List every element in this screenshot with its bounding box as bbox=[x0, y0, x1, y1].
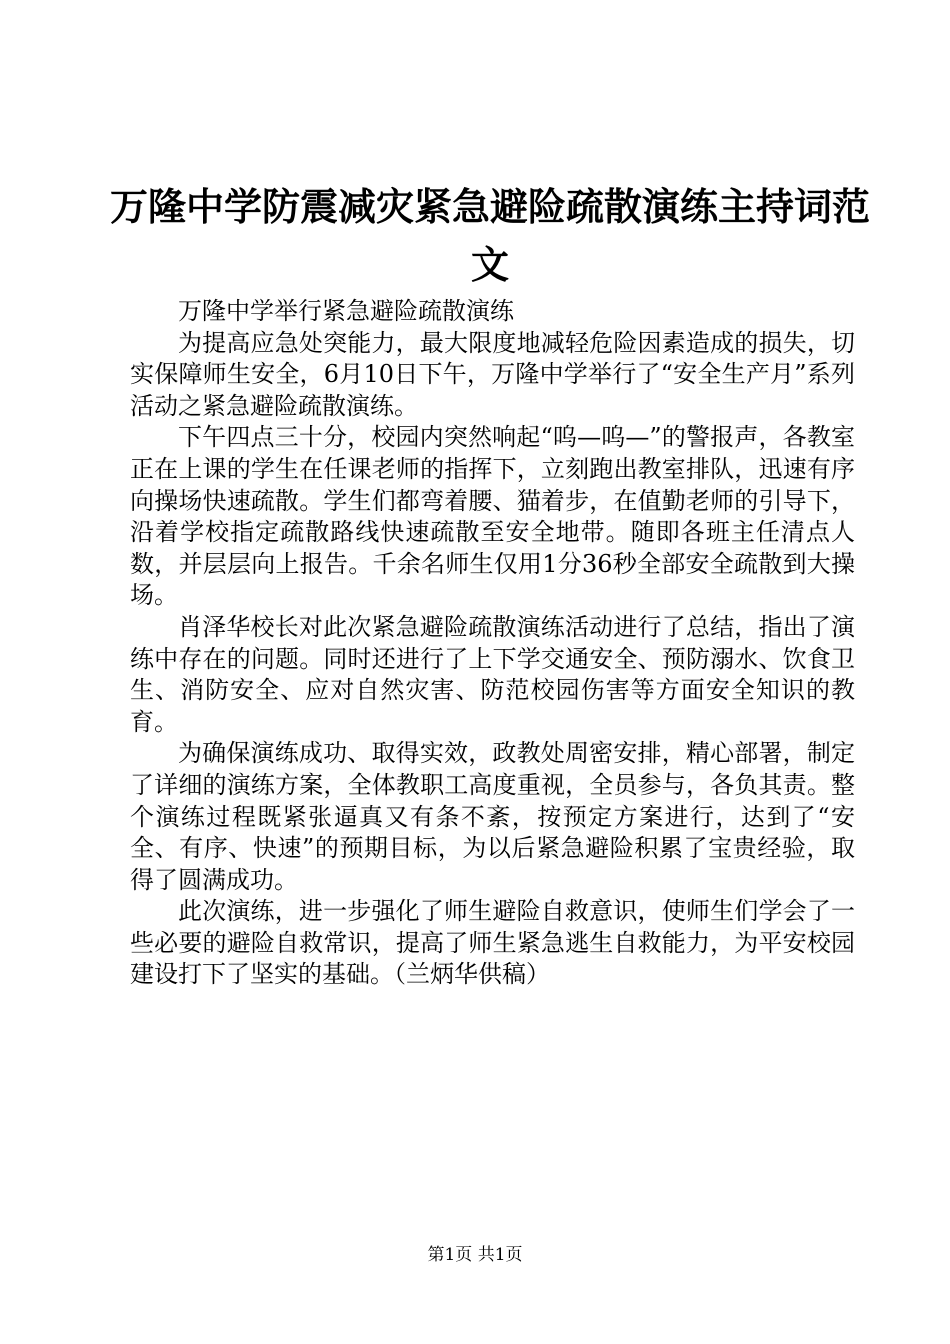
document-title: 万隆中学防震减灾紧急避险疏散演练主持词范文 bbox=[110, 184, 871, 287]
body-paragraph: 为确保演练成功、取得实效，政教处周密安排，精心部署，制定了详细的演练方案，全体教职工高度重视，全员参与，各负其责。整个演练过程既紧张逼真又有条不紊，按预定方案进行，达到了“安全、有序、快速”的预期目标，为以后紧急避险积累了宝贵经验，取得了圆满成功。 bbox=[130, 739, 855, 894]
page-footer: 第1页 共1页 bbox=[427, 1245, 523, 1265]
body-paragraph: 为提高应急处突能力，最大限度地减轻危险因素造成的损失，切实保障师生安全，6月10日下午，万隆中学举行了“安全生产月”系列活动之紧急避险疏散演练。 bbox=[130, 328, 855, 420]
body-paragraph: 肖泽华校长对此次紧急避险疏散演练活动进行了总结，指出了演练中存在的问题。同时还进行了上下学交通安全、预防溺水、饮食卫生、消防安全、应对自然灾害、防范校园伤害等方面安全知识的教育。 bbox=[130, 612, 855, 736]
body-paragraph: 此次演练，进一步强化了师生避险自救意识，使师生们学会了一些必要的避险自救常识，提高了师生紧急逃生自救能力，为平安校园建设打下了坚实的基础。（兰炳华供稿） bbox=[130, 897, 855, 989]
body-paragraph: 下午四点三十分，校园内突然响起“呜—呜—”的警报声，各教室正在上课的学生在任课老师的指挥下，立刻跑出教室排队，迅速有序向操场快速疏散。学生们都弯着腰、猫着步，在值勤老师的引导下，沿着学校指定疏散路线快速疏散至安全地带。随即各班主任清点人数，并层层向上报告。千余名师生仅用1分36秒全部安全疏散到大操场。 bbox=[130, 423, 855, 610]
subtitle-paragraph: 万隆中学举行紧急避险疏散演练 bbox=[178, 297, 514, 325]
document-body bbox=[130, 296, 855, 991]
